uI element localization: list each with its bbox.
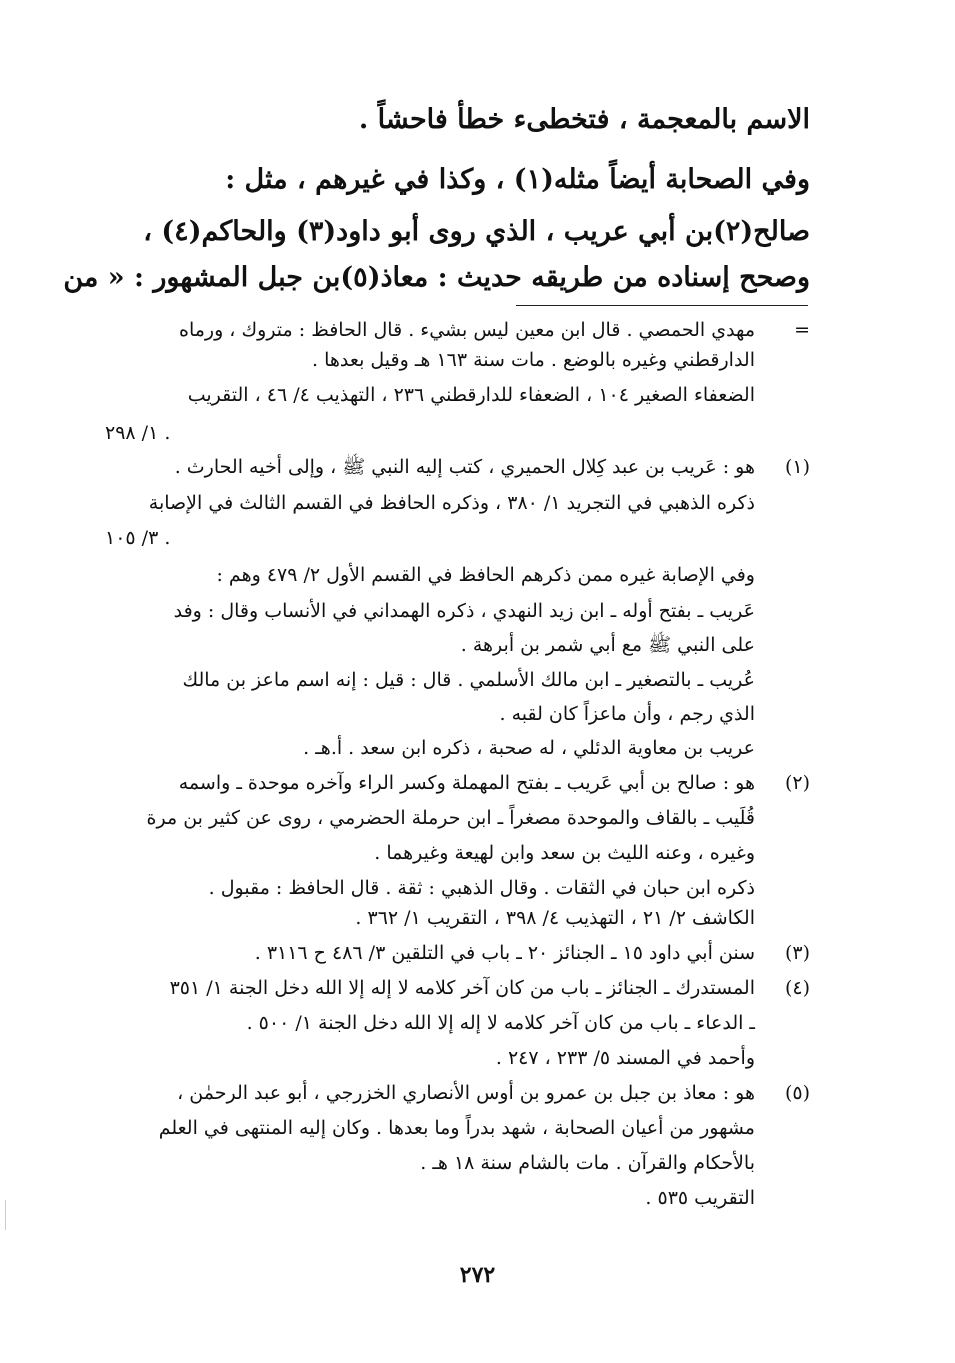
footnote-2-line: وغيره ، وعنه الليث بن سعد وابن لهيعة وغيرهما . bbox=[374, 842, 755, 864]
footnote-separator bbox=[516, 305, 808, 306]
footnote-line: الدارقطني وغيره بالوضع . مات سنة ١٦٣ هـ وقيل بعدها . bbox=[312, 349, 755, 371]
footnote-line: مهدي الحمصي . قال ابن معين ليس بشيء . قال الحافظ : متروك ، ورماه bbox=[179, 319, 755, 341]
footnote-1-line: عَريب ـ بفتح أوله ـ ابن زيد النهدي ، ذكره الهمداني في الأنساب وقال : وفد bbox=[173, 600, 755, 622]
footnote-continued-marker: = bbox=[794, 319, 810, 341]
footnote-2-marker: (٢) bbox=[784, 772, 810, 794]
main-text-line-3: صالح(٢)بن أبي عريب ، الذي روى أبو داود(٣) والحاكم(٤) ، bbox=[143, 216, 810, 247]
footnote-5-line: التقريب ٥٣٥ . bbox=[645, 1187, 755, 1209]
footnote-2-line: هو : صالح بن أبي عَريب ـ بفتح المهملة وكسر الراء وآخره موحدة ـ واسمه bbox=[178, 772, 755, 794]
footnote-4-line: وأحمد في المسند ٥/ ٢٣٣ ، ٢٤٧ . bbox=[495, 1047, 755, 1069]
footnote-2-line: ذكره ابن حبان في الثقات . وقال الذهبي : ثقة . قال الحافظ : مقبول . bbox=[208, 877, 755, 899]
main-text-line-2: وفي الصحابة أيضاً مثله(١) ، وكذا في غيرهم ، مثل : bbox=[225, 164, 810, 195]
main-text-line-4: وصحح إسناده من طريقه حديث : معاذ(٥)بن جبل المشهور : « من bbox=[63, 262, 810, 293]
footnote-2-line: قُلَيب ـ بالقاف والموحدة مصغراً ـ ابن حرملة الحضرمي ، روى عن كثير بن مرة bbox=[146, 807, 755, 829]
footnote-1-line: ذكره الذهبي في التجريد ١/ ٣٨٠ ، وذكره الحافظ في القسم الثالث في الإصابة bbox=[148, 492, 755, 514]
footnote-5-line: بالأحكام والقرآن . مات بالشام سنة ١٨ هـ . bbox=[420, 1152, 755, 1174]
footnote-1-line: عريب بن معاوية الدئلي ، له صحبة ، ذكره ابن سعد . أ.هـ . bbox=[303, 737, 755, 759]
footnote-5-line: مشهور من أعيان الصحابة ، شهد بدراً وما بعدها . وكان إليه المنتهى في العلم bbox=[158, 1117, 755, 1139]
footnote-1-line: الذي رجم ، وأن ماعزاً كان لقبه . bbox=[499, 703, 755, 725]
footnote-line: الضعفاء الصغير ١٠٤ ، الضعفاء للدارقطني ٢٣٦ ، التهذيب ٤/ ٤٦ ، التقريب bbox=[187, 384, 755, 406]
page-number: ٢٧٢ bbox=[459, 1262, 496, 1288]
footnote-4-line: ـ الدعاء ـ باب من كان آخر كلامه لا إله إلا الله دخل الجنة ١/ ٥٠٠ . bbox=[246, 1012, 755, 1034]
footnote-1-line: ٣/ ١٠٥ . bbox=[105, 527, 171, 549]
footnote-1-line: وفي الإصابة غيره ممن ذكرهم الحافظ في القسم الأول ٢/ ٤٧٩ وهم : bbox=[216, 564, 755, 586]
scan-margin-mark bbox=[5, 1200, 6, 1230]
footnote-line: ١/ ٢٩٨ . bbox=[105, 422, 171, 444]
footnote-5-line: هو : معاذ بن جبل بن عمرو بن أوس الأنصاري الخزرجي ، أبو عبد الرحمٰن ، bbox=[177, 1082, 755, 1104]
footnote-1-line: على النبي ﷺ مع أبي شمر بن أبرهة . bbox=[460, 634, 755, 656]
footnote-5-marker: (٥) bbox=[784, 1082, 810, 1104]
main-text-line-1: الاسم بالمعجمة ، فتخطىء خطأ فاحشاً . bbox=[358, 104, 810, 135]
footnote-3-line: سنن أبي داود ١٥ ـ الجنائز ٢٠ ـ باب في التلقين ٣/ ٤٨٦ ح ٣١١٦ . bbox=[254, 942, 755, 964]
footnote-4-marker: (٤) bbox=[784, 977, 810, 999]
footnote-1-marker: (١) bbox=[784, 456, 810, 478]
footnote-1-line: هو : عَريب بن عبد كِلال الحميري ، كتب إليه النبي ﷺ ، وإلى أخيه الحارث . bbox=[174, 456, 755, 478]
footnote-3-marker: (٣) bbox=[784, 942, 810, 964]
footnote-4-line: المستدرك ـ الجنائز ـ باب من كان آخر كلامه لا إله إلا الله دخل الجنة ١/ ٣٥١ bbox=[169, 977, 755, 999]
footnote-1-line: عُريب ـ بالتصغير ـ ابن مالك الأسلمي . قال : قيل : إنه اسم ماعز بن مالك bbox=[182, 669, 755, 691]
footnote-2-line: الكاشف ٢/ ٢١ ، التهذيب ٤/ ٣٩٨ ، التقريب ١/ ٣٦٢ . bbox=[355, 907, 755, 929]
